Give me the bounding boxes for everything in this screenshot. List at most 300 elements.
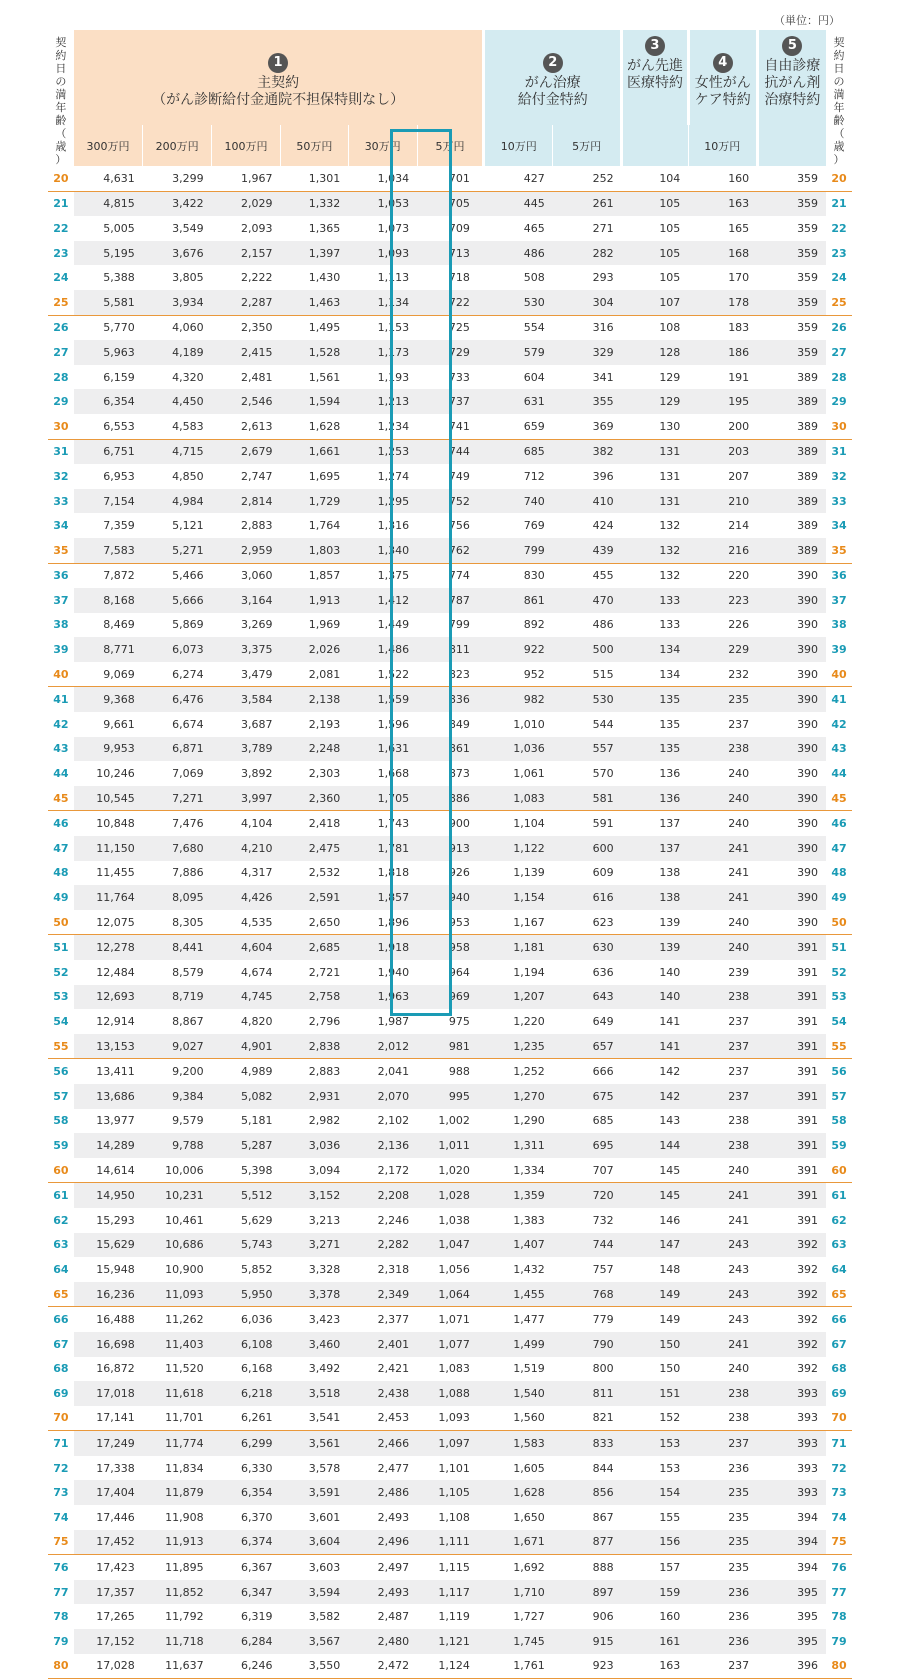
premium-cell: 9,027	[143, 1034, 212, 1059]
age-cell: 33	[48, 489, 74, 514]
premium-cell: 4,189	[143, 340, 212, 365]
premium-cell: 856	[553, 1480, 622, 1505]
premium-cell: 657	[553, 1034, 622, 1059]
table-row	[48, 1084, 852, 1109]
premium-cell: 6,674	[172, 717, 204, 731]
premium-cell: 779	[592, 1313, 614, 1327]
premium-cell: 134	[622, 662, 689, 687]
premium-cell: 237	[688, 1654, 757, 1679]
age-cell: 47	[48, 836, 74, 861]
group-title: がん治療	[524, 74, 581, 91]
premium-cell: 1,316	[377, 519, 410, 533]
age-cell: 49	[826, 885, 852, 910]
table-row	[48, 216, 852, 241]
premium-cell: 3,578	[308, 1461, 341, 1475]
age-cell: 40	[48, 662, 74, 687]
age-cell: 27	[48, 340, 74, 365]
premium-cell: 2,041	[377, 1065, 410, 1079]
premium-cell: 168	[688, 241, 757, 266]
table-row	[48, 1480, 852, 1505]
premium-cell: 11,701	[143, 1406, 212, 1431]
premium-cell: 757	[592, 1262, 614, 1276]
age-cell: 20	[48, 166, 74, 191]
premium-cell: 157	[659, 1561, 681, 1575]
premium-cell: 2,481	[240, 370, 273, 384]
premium-cell: 241	[728, 866, 750, 880]
premium-cell: 1,121	[417, 1629, 484, 1654]
premium-cell: 1,818	[377, 866, 410, 880]
age-header-char: 年	[55, 101, 67, 114]
premium-cell: 2,193	[308, 717, 341, 731]
table-row	[48, 166, 852, 191]
group-number-badge: 4	[713, 53, 733, 73]
premium-cell: 2,138	[280, 687, 348, 712]
age-cell: 33	[826, 489, 852, 514]
premium-cell: 752	[417, 489, 484, 514]
age-cell: 35	[48, 538, 74, 563]
age-cell: 45	[48, 786, 74, 811]
premium-cell: 3,805	[172, 271, 204, 285]
premium-cell: 186	[688, 340, 757, 365]
premium-cell: 282	[553, 241, 622, 266]
premium-cell: 1,857	[308, 569, 341, 583]
premium-cell: 5,082	[212, 1084, 281, 1109]
premium-cell: 3,213	[308, 1213, 341, 1227]
premium-cell: 390	[757, 662, 826, 687]
premium-cell: 2,222	[240, 271, 273, 285]
premium-cell: 131	[622, 439, 689, 464]
premium-cell: 6,354	[74, 389, 143, 414]
premium-cell: 17,452	[74, 1530, 143, 1555]
premium-cell: 7,359	[103, 519, 135, 533]
premium-cell: 6,319	[240, 1610, 273, 1624]
premium-cell: 390	[797, 817, 819, 831]
premium-cell: 359	[797, 321, 819, 335]
premium-cell: 243	[688, 1282, 757, 1307]
premium-cell: 4,820	[240, 1014, 273, 1028]
table-row	[48, 538, 852, 563]
premium-cell: 195	[688, 389, 757, 414]
premium-cell: 11,637	[143, 1654, 212, 1679]
table-row	[48, 1233, 852, 1258]
premium-cell: 12,484	[96, 965, 135, 979]
premium-cell: 1,311	[484, 1133, 553, 1158]
premium-cell: 1,522	[348, 662, 417, 687]
premium-cell: 210	[688, 489, 757, 514]
premium-cell: 4,426	[212, 885, 281, 910]
premium-cell: 823	[417, 662, 484, 687]
premium-cell: 238	[688, 985, 757, 1010]
age-cell: 56	[53, 1065, 69, 1079]
premium-cell: 390	[797, 569, 819, 583]
premium-cell: 144	[622, 1133, 689, 1158]
premium-cell: 3,492	[308, 1362, 341, 1376]
age-cell: 39	[48, 637, 74, 662]
premium-cell: 6,553	[74, 414, 143, 439]
premium-cell: 203	[688, 439, 757, 464]
premium-cell: 1,213	[348, 389, 417, 414]
premium-cell: 424	[592, 519, 614, 533]
premium-cell: 216	[688, 538, 757, 563]
premium-cell: 6,354	[212, 1480, 281, 1505]
premium-cell: 131	[659, 469, 681, 483]
premium-cell: 390	[757, 588, 826, 613]
premium-cell: 2,136	[348, 1133, 417, 1158]
premium-cell: 1,519	[513, 1362, 545, 1376]
premium-cell: 14,950	[74, 1183, 143, 1208]
age-cell: 61	[48, 1183, 74, 1208]
premium-cell: 1,011	[417, 1133, 484, 1158]
premium-cell: 140	[622, 985, 689, 1010]
premium-cell: 1,028	[417, 1183, 484, 1208]
premium-cell: 1,153	[377, 321, 410, 335]
age-header-char: 年	[833, 101, 845, 114]
table-row	[48, 1034, 852, 1059]
premium-cell: 243	[688, 1233, 757, 1258]
premium-cell: 897	[553, 1580, 622, 1605]
premium-cell: 2,282	[348, 1233, 417, 1258]
premium-cell: 4,060	[172, 321, 204, 335]
table-row	[48, 637, 852, 662]
premium-cell: 133	[659, 618, 681, 632]
premium-cell: 240	[688, 910, 757, 935]
premium-cell: 3,567	[280, 1629, 348, 1654]
age-header-char: ）	[833, 153, 845, 166]
table-row	[48, 340, 852, 365]
premium-cell: 223	[688, 588, 757, 613]
table-row	[48, 1158, 852, 1183]
table-row	[48, 464, 852, 489]
age-cell: 41	[826, 687, 852, 712]
premium-cell: 6,159	[103, 370, 135, 384]
premium-cell: 811	[553, 1381, 622, 1406]
premium-cell: 11,908	[165, 1510, 204, 1524]
age-cell: 75	[826, 1530, 852, 1555]
premium-cell: 382	[553, 439, 622, 464]
premium-cell: 10,246	[96, 767, 135, 781]
premium-cell: 3,603	[308, 1561, 341, 1575]
group-number-badge: 5	[782, 36, 802, 56]
premium-cell: 1,781	[348, 836, 417, 861]
premium-cell: 2,070	[348, 1084, 417, 1109]
premium-cell: 129	[622, 389, 689, 414]
premium-cell: 5,743	[212, 1233, 281, 1258]
premium-cell: 236	[728, 1461, 750, 1475]
table-row	[48, 1282, 852, 1307]
premium-cell: 8,095	[143, 885, 212, 910]
age-cell: 44	[831, 767, 847, 781]
age-header-char: 満	[833, 88, 845, 101]
premium-cell: 3,460	[280, 1332, 348, 1357]
age-cell: 20	[826, 166, 852, 191]
premium-cell: 445	[484, 191, 553, 216]
premium-cell: 2,466	[348, 1431, 417, 1456]
premium-cell: 1,495	[308, 321, 341, 335]
premium-cell: 359	[757, 191, 826, 216]
table-row	[48, 1406, 852, 1431]
premium-cell: 12,914	[96, 1014, 135, 1028]
premium-cell: 604	[523, 370, 545, 384]
premium-cell: 235	[728, 1561, 750, 1575]
premium-cell: 6,168	[240, 1362, 273, 1376]
table-row	[48, 836, 852, 861]
premium-cell: 2,493	[348, 1580, 417, 1605]
premium-cell: 15,948	[96, 1262, 135, 1276]
age-cell: 55	[48, 1034, 74, 1059]
table-row	[48, 687, 852, 712]
premium-cell: 6,871	[143, 737, 212, 762]
premium-cell: 9,579	[172, 1114, 204, 1128]
age-cell: 78	[831, 1610, 847, 1624]
group-women-cancer-care	[688, 30, 757, 125]
premium-cell: 744	[417, 439, 484, 464]
premium-cell: 17,018	[74, 1381, 143, 1406]
premium-cell: 1,761	[484, 1654, 553, 1679]
premium-cell: 3,582	[308, 1610, 341, 1624]
premium-cell: 159	[622, 1580, 689, 1605]
age-header-char: 歳	[55, 140, 67, 153]
premium-cell: 140	[659, 965, 681, 979]
premium-cell: 10,848	[96, 817, 135, 831]
premium-cell: 9,384	[143, 1084, 212, 1109]
premium-cell: 10,545	[74, 786, 143, 811]
table-row	[48, 563, 852, 588]
premium-cell: 142	[622, 1084, 689, 1109]
premium-cell: 3,604	[280, 1530, 348, 1555]
premium-cell: 725	[448, 321, 470, 335]
premium-cell: 389	[797, 370, 819, 384]
premium-cell: 240	[728, 767, 750, 781]
premium-cell: 16,872	[96, 1362, 135, 1376]
age-cell: 25	[826, 290, 852, 315]
premium-cell: 2,418	[308, 817, 341, 831]
premium-cell: 132	[659, 519, 681, 533]
premium-cell: 105	[622, 241, 689, 266]
premium-cell: 359	[757, 166, 826, 191]
premium-cell: 390	[757, 786, 826, 811]
premium-cell: 16,698	[74, 1332, 143, 1357]
premium-cell: 685	[592, 1114, 614, 1128]
premium-cell: 4,989	[240, 1065, 273, 1079]
premium-cell: 1,111	[417, 1530, 484, 1555]
premium-cell: 14,614	[74, 1158, 143, 1183]
age-cell: 30	[48, 414, 74, 439]
premium-cell: 142	[659, 1065, 681, 1079]
premium-cell: 11,262	[165, 1313, 204, 1327]
premium-cell: 237	[728, 1065, 750, 1079]
premium-cell: 685	[484, 439, 553, 464]
premium-cell: 240	[688, 935, 757, 960]
premium-cell: 2,480	[348, 1629, 417, 1654]
premium-cell: 1,097	[417, 1431, 484, 1456]
premium-cell: 486	[484, 241, 553, 266]
premium-cell: 243	[728, 1262, 750, 1276]
premium-cell: 395	[757, 1580, 826, 1605]
age-cell: 65	[826, 1282, 852, 1307]
age-header-char: 満	[55, 88, 67, 101]
premium-cell: 844	[592, 1461, 614, 1475]
premium-cell: 2,613	[212, 414, 281, 439]
premium-cell: 163	[688, 191, 757, 216]
premium-cell: 395	[757, 1629, 826, 1654]
premium-cell: 139	[622, 935, 689, 960]
subheader-cell: 10万円	[688, 125, 757, 166]
premium-cell: 616	[553, 885, 622, 910]
premium-cell: 886	[417, 786, 484, 811]
age-cell: 29	[826, 389, 852, 414]
table-row	[48, 1109, 852, 1134]
table-row	[48, 910, 852, 935]
premium-cell: 148	[659, 1262, 681, 1276]
table-row	[48, 414, 852, 439]
age-header-char: 日	[833, 62, 845, 75]
premium-cell: 8,469	[103, 618, 135, 632]
premium-cell: 2,497	[377, 1561, 410, 1575]
premium-cell: 107	[622, 290, 689, 315]
premium-cell: 3,375	[212, 637, 281, 662]
premium-cell: 1,967	[212, 166, 281, 191]
premium-cell: 1,918	[348, 935, 417, 960]
premium-cell: 1,020	[417, 1158, 484, 1183]
premium-cell: 3,594	[280, 1580, 348, 1605]
premium-cell: 630	[553, 935, 622, 960]
premium-cell: 7,069	[172, 767, 204, 781]
premium-cell: 720	[553, 1183, 622, 1208]
premium-cell: 888	[592, 1561, 614, 1575]
premium-cell: 2,747	[240, 469, 273, 483]
age-cell: 36	[53, 569, 69, 583]
premium-cell: 952	[484, 662, 553, 687]
premium-cell: 1,301	[280, 166, 348, 191]
age-cell: 51	[826, 935, 852, 960]
premium-cell: 2,081	[280, 662, 348, 687]
premium-cell: 15,293	[96, 1213, 135, 1227]
premium-cell: 5,195	[74, 241, 143, 266]
premium-cell: 271	[592, 221, 614, 235]
age-cell: 24	[831, 271, 847, 285]
premium-cell: 10,461	[165, 1213, 204, 1227]
age-cell: 77	[48, 1580, 74, 1605]
age-cell: 27	[826, 340, 852, 365]
premium-cell: 236	[728, 1610, 750, 1624]
premium-cell: 108	[659, 321, 681, 335]
table-row	[48, 489, 852, 514]
premium-cell: 11,618	[143, 1381, 212, 1406]
premium-cell: 1,034	[348, 166, 417, 191]
premium-cell: 3,422	[143, 191, 212, 216]
premium-cell: 237	[688, 1084, 757, 1109]
age-cell: 26	[831, 321, 847, 335]
age-cell: 79	[48, 1629, 74, 1654]
age-cell: 60	[48, 1158, 74, 1183]
table-row	[48, 1133, 852, 1158]
premium-cell: 969	[417, 985, 484, 1010]
age-cell: 28	[53, 370, 69, 384]
age-cell: 38	[831, 618, 847, 632]
premium-cell: 153	[659, 1461, 681, 1475]
premium-cell: 2,377	[377, 1313, 410, 1327]
premium-cell: 8,867	[172, 1014, 204, 1028]
premium-cell: 392	[757, 1332, 826, 1357]
group-number-badge: 1	[268, 53, 288, 73]
premium-cell: 4,631	[74, 166, 143, 191]
table-body	[48, 166, 852, 1679]
premium-cell: 2,102	[377, 1114, 410, 1128]
premium-cell: 981	[417, 1034, 484, 1059]
premium-cell: 8,168	[74, 588, 143, 613]
premium-cell: 1,963	[348, 985, 417, 1010]
premium-cell: 913	[417, 836, 484, 861]
premium-cell: 226	[728, 618, 750, 632]
premium-cell: 147	[622, 1233, 689, 1258]
premium-cell: 237	[728, 1014, 750, 1028]
premium-cell: 390	[757, 910, 826, 935]
premium-cell: 1,628	[280, 414, 348, 439]
age-cell: 54	[53, 1014, 69, 1028]
table-row	[48, 1009, 852, 1034]
premium-cell: 923	[553, 1654, 622, 1679]
premium-cell: 207	[728, 469, 750, 483]
premium-cell: 5,950	[212, 1282, 281, 1307]
premium-cell: 1,115	[438, 1561, 470, 1575]
premium-cell: 4,815	[74, 191, 143, 216]
premium-cell: 1,463	[280, 290, 348, 315]
age-cell: 37	[48, 588, 74, 613]
premium-cell: 129	[659, 370, 681, 384]
age-cell: 21	[48, 191, 74, 216]
age-cell: 74	[831, 1510, 847, 1524]
group-header-row	[48, 30, 852, 125]
premium-cell: 11,520	[165, 1362, 204, 1376]
premium-cell: 1,695	[308, 469, 341, 483]
premium-cell: 2,157	[212, 241, 281, 266]
premium-cell: 5,770	[103, 321, 135, 335]
premium-cell: 392	[757, 1233, 826, 1258]
premium-cell: 155	[659, 1510, 681, 1524]
premium-cell: 10,900	[165, 1262, 204, 1276]
premium-cell: 149	[622, 1282, 689, 1307]
premium-cell: 1,705	[348, 786, 417, 811]
premium-cell: 982	[484, 687, 553, 712]
premium-cell: 2,360	[280, 786, 348, 811]
premium-cell: 17,265	[96, 1610, 135, 1624]
premium-cell: 1,455	[484, 1282, 553, 1307]
premium-cell: 4,901	[212, 1034, 281, 1059]
age-header-char: （	[55, 127, 67, 140]
premium-cell: 1,743	[377, 817, 410, 831]
premium-cell: 17,249	[74, 1431, 143, 1456]
premium-cell: 427	[484, 166, 553, 191]
premium-cell: 744	[553, 1233, 622, 1258]
premium-cell: 833	[553, 1431, 622, 1456]
premium-cell: 9,069	[74, 662, 143, 687]
group-title: 自由診療	[764, 58, 821, 74]
table-row	[48, 985, 852, 1010]
premium-cell: 235	[688, 1530, 757, 1555]
age-cell: 35	[826, 538, 852, 563]
age-cell: 31	[48, 439, 74, 464]
premium-cell: 2,477	[377, 1461, 410, 1475]
premium-cell: 200	[688, 414, 757, 439]
premium-cell: 7,583	[74, 538, 143, 563]
premium-cell: 130	[622, 414, 689, 439]
premium-cell: 1,671	[484, 1530, 553, 1555]
premium-cell: 141	[659, 1014, 681, 1028]
premium-cell: 14,289	[74, 1133, 143, 1158]
age-cell: 59	[826, 1133, 852, 1158]
premium-cell: 3,299	[143, 166, 212, 191]
premium-cell: 391	[757, 1158, 826, 1183]
